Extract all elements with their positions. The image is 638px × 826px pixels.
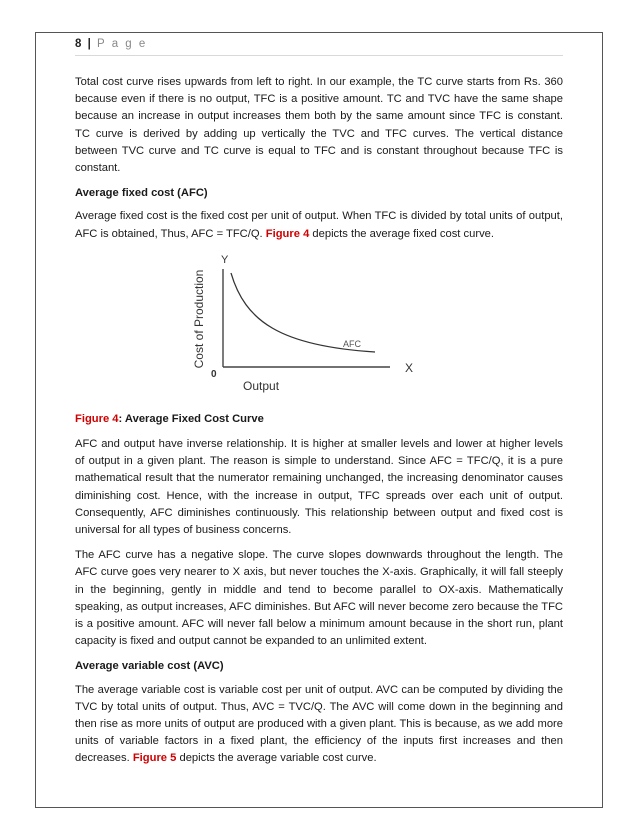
origin-label: 0 [211,368,217,380]
tc-intro-paragraph: Total cost curve rises upwards from left to right. In our example, the TC curve starts from Rs. 360 because even if there is no output, TFC is a positive amount. TC and TVC have the same shape because an increase in output increases them both by the same amount since TFC is constant. TC curve is derived by adding up vertically the TVC and TFC curves. The vertical distance between TVC curve and TC curve is equal to TFC and is constant throughout because TFC is constant. [75,76,563,175]
afc-definition-text: Average fixed cost is the fixed cost per unit of output. When TFC is divided by total units of output, AFC is obtained, Thus, AFC = TFC/Q. [75,210,563,240]
page-number: 8 [75,38,82,50]
figure-caption [75,411,563,428]
header-rule [75,55,563,56]
x-axis-letter: X [405,360,414,375]
x-axis-title: Output [243,378,280,393]
page-label: P a g e [97,38,148,50]
afc-curve-label: AFC [343,338,361,349]
afc-figure [75,251,563,411]
afc-chart [192,251,435,411]
afc-definition-tail: depicts the average fixed cost curve. [309,227,494,240]
avc-definition-text: The average variable cost is variable cost per unit of output. AVC can be computed by dividing the TVC by total units of output. Thus, AVC = TVC/Q. The AVC will come down in the beginning and then rise as more units of output are produced with a given plant. This is because, as we add more units of variable factors in a fixed plant, the efficiency of the inputs first increases and then decreases. [75,683,563,765]
y-axis-title: Cost of Production [192,269,206,369]
avc-definition-tail: depicts the average variable cost curve. [176,752,377,765]
header-separator: | [87,38,92,50]
afc-slope-paragraph: The AFC curve has a negative slope. The curve slopes downwards throughout the length. The AFC curve goes very nearer to X axis, but never touches the X-axis. Graphically, it will fall steeply in the beginning, gently in middle and tend to become parallel to OX-axis. Mathematically speaking, as output increases, AFC diminishes. But AFC will never become zero because the TFC is a positive amount. AFC will never fall below a minimum amount because in the short run, plant capacity is fixed and output cannot be expanded to an unlimited extent. [75,549,563,648]
y-axis-letter: Y [221,253,229,266]
afc-definition-paragraph [75,208,563,242]
caption-text: : Average Fixed Cost Curve [118,412,264,425]
caption-figure-number: Figure 4 [75,412,119,425]
page-header [75,38,147,50]
avc-heading: Average variable cost (AVC) [75,660,224,673]
figure-4-reference: Figure 4 [265,227,310,240]
figure-5-reference: Figure 5 [132,752,177,765]
afc-relationship-paragraph: AFC and output have inverse relationship. It is higher at smaller levels and lower at higher levels of output in a given plant. The reason is simple to understand. Since AFC = TFC/Q, it is a pure mathematical result that the numerator remaining unchanged, the increasing denominator causes diminishing cost. Hence, with the increase in output, TFC spreads over each unit of output. Consequently, AFC diminishes continuously. This relationship between output and fixed cost is universal for all types of business concerns. [75,438,563,537]
page-body [75,74,563,776]
afc-heading: Average fixed cost (AFC) [75,187,208,200]
avc-definition-paragraph [75,682,563,768]
